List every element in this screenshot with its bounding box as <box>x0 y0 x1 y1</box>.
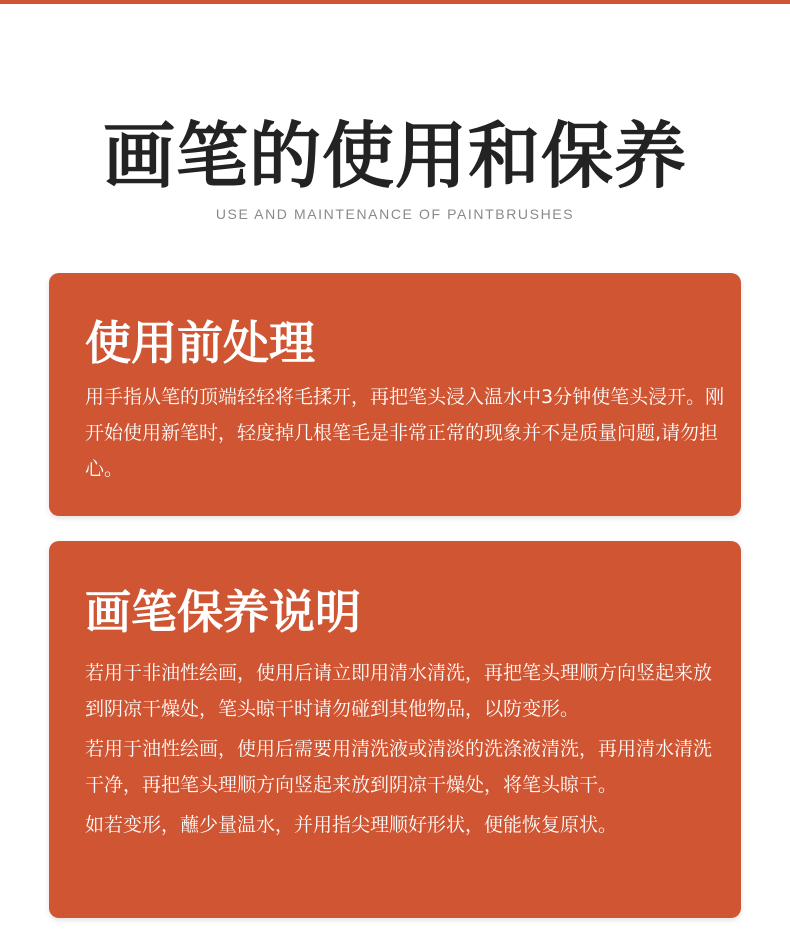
page-subtitle: USE AND MAINTENANCE OF PAINTBRUSHES <box>215 206 575 222</box>
section-body <box>85 655 725 843</box>
page-title: 画笔的使用和保养 <box>102 114 687 198</box>
section-heading: 画笔保养说明 <box>85 585 361 639</box>
section-card-pre-use <box>49 273 741 516</box>
section-heading: 使用前处理 <box>85 316 315 370</box>
section-card-maintenance <box>49 541 741 918</box>
section-paragraph: 若用于非油性绘画，使用后请立即用清水清洗，再把笔头理顺方向竖起来放到阴凉干燥处，笔头晾干时请勿碰到其他物品，以防变形。 <box>85 662 713 720</box>
section-paragraph: 用手指从笔的顶端轻轻将毛揉开，再把笔头浸入温水中3分钟使笔头浸开。刚开始使用新笔时，轻度掉几根笔毛是非常正常的现象并不是质量问题,请勿担心。 <box>85 386 725 480</box>
section-body <box>85 379 725 487</box>
top-accent-bar <box>0 0 790 4</box>
section-paragraph: 若用于油性绘画，使用后需要用清洗液或清淡的洗涤液清洗，再用清水清洗干净，再把笔头理顺方向竖起来放到阴凉干燥处，将笔头晾干。 <box>85 738 713 796</box>
section-paragraph: 如若变形，蘸少量温水，并用指尖理顺好形状，便能恢复原状。 <box>85 814 618 836</box>
